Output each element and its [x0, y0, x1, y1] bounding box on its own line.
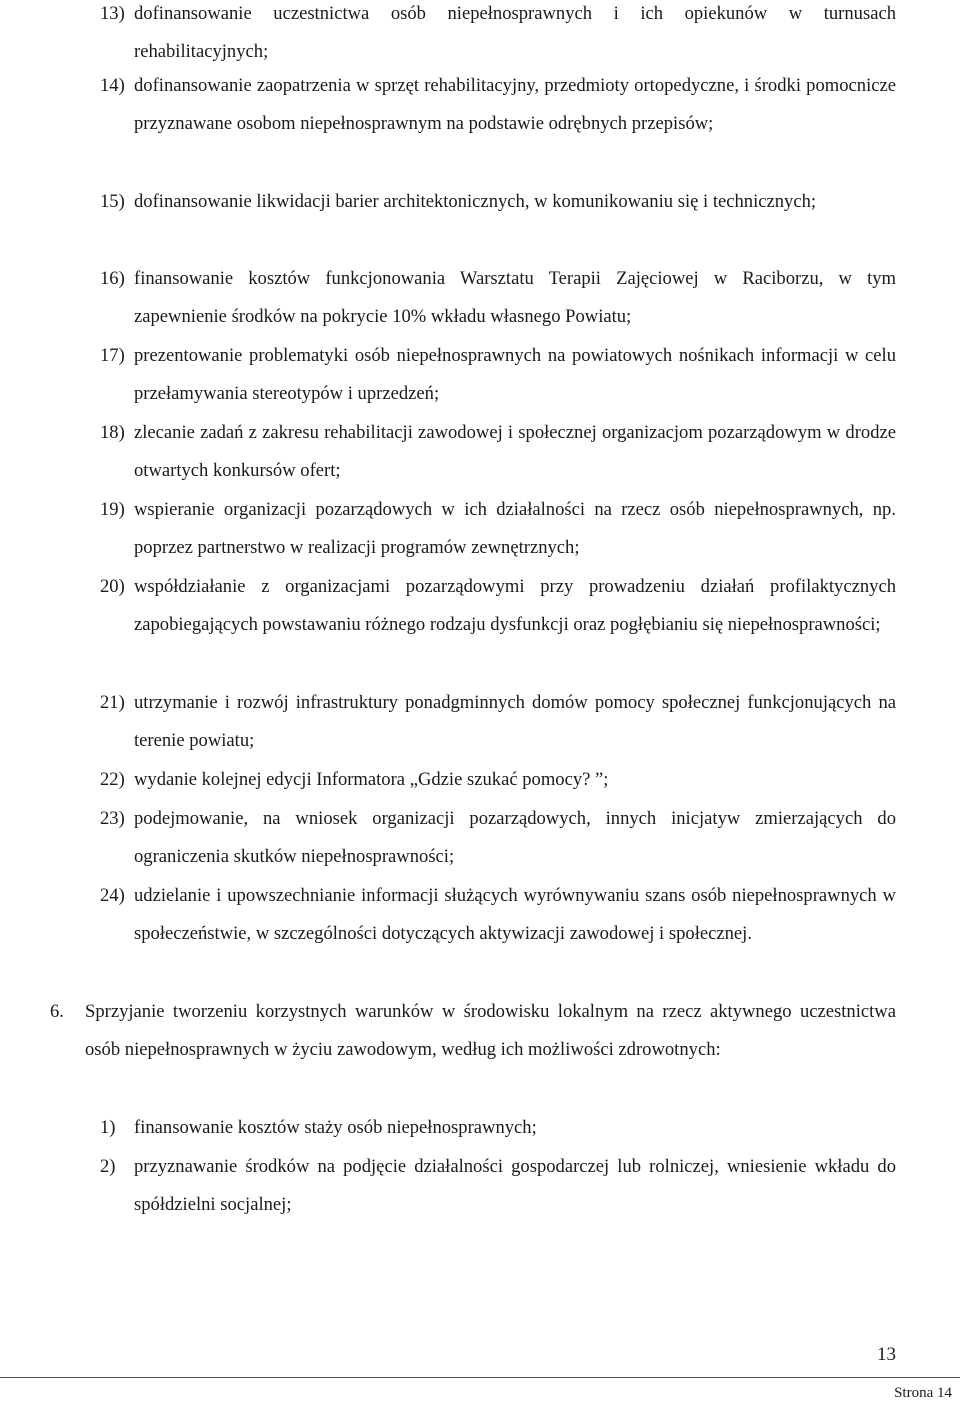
- list-item-number: 23): [100, 808, 125, 829]
- list-item-number: 2): [100, 1156, 116, 1177]
- list-item-number: 24): [100, 885, 125, 906]
- list-item-number: 21): [100, 692, 125, 713]
- list-item-number: 17): [100, 345, 125, 366]
- section-text: Sprzyjanie tworzeniu korzystnych warunków w środowisku lokalnym na rzecz aktywnego uczestnictwa osób niepełnosprawnych w życiu zawodowym, według ich możliwości zdrowotnych:: [85, 1001, 896, 1061]
- list-item-number: 22): [100, 769, 125, 790]
- list-item-text: wspieranie organizacji pozarządowych w ich działalności na rzecz osób niepełnosprawnych, np. poprzez partnerstwo w realizacji programów zewnętrznych;: [134, 499, 896, 559]
- list-item-number: 15): [100, 191, 125, 212]
- list-item-text: finansowanie kosztów staży osób niepełnosprawnych;: [134, 1117, 537, 1138]
- list-item-text: finansowanie kosztów funkcjonowania Warsztatu Terapii Zajęciowej w Raciborzu, w tym zapewnienie środków na pokrycie 10% wkładu własnego Powiatu;: [134, 268, 896, 328]
- list-item-number: 19): [100, 499, 125, 520]
- list-item-text: prezentowanie problematyki osób niepełnosprawnych na powiatowych nośnikach informacji w celu przełamywania stereotypów i uprzedzeń;: [134, 345, 896, 405]
- list-item-number: 14): [100, 75, 125, 96]
- list-item-text: dofinansowanie zaopatrzenia w sprzęt rehabilitacyjny, przedmioty ortopedyczne, i środki pomocnicze przyznawane osobom niepełnosprawnym na podstawie odrębnych przepisów;: [134, 75, 896, 135]
- footer-divider: [0, 1377, 960, 1378]
- list-item-text: wydanie kolejnej edycji Informatora „Gdzie szukać pomocy? ”;: [134, 769, 609, 790]
- section-number: 6.: [50, 1001, 64, 1022]
- list-item-text: podejmowanie, na wniosek organizacji pozarządowych, innych inicjatyw zmierzających do ograniczenia skutków niepełnosprawności;: [134, 808, 896, 868]
- footer-page-label: Strona 14: [894, 1385, 952, 1401]
- list-item-text: dofinansowanie uczestnictwa osób niepełnosprawnych i ich opiekunów w turnusach rehabilitacyjnych;: [134, 3, 896, 63]
- list-item-number: 1): [100, 1117, 116, 1138]
- list-item-text: przyznawanie środków na podjęcie działalności gospodarczej lub rolniczej, wniesienie wkładu do spółdzielni socjalnej;: [134, 1156, 896, 1216]
- list-item-text: utrzymanie i rozwój infrastruktury ponadgminnych domów pomocy społecznej funkcjonujących na terenie powiatu;: [134, 692, 896, 752]
- list-item-number: 18): [100, 422, 125, 443]
- page-number: 13: [877, 1344, 896, 1365]
- list-item-text: dofinansowanie likwidacji barier architektonicznych, w komunikowaniu się i technicznych;: [134, 191, 817, 212]
- list-item-text: zlecanie zadań z zakresu rehabilitacji zawodowej i społecznej organizacjom pozarządowym w drodze otwartych konkursów ofert;: [134, 422, 896, 482]
- list-item-text: współdziałanie z organizacjami pozarządowymi przy prowadzeniu działań profilaktycznych zapobiegających powstawaniu różnego rodzaju dysfunkcji oraz pogłębianiu się niepełnosprawności;: [134, 576, 896, 636]
- list-item-number: 13): [100, 3, 125, 24]
- list-item-number: 16): [100, 268, 125, 289]
- list-item-text: udzielanie i upowszechnianie informacji służących wyrównywaniu szans osób niepełnosprawnych w społeczeństwie, w szczególności dotyczących aktywizacji zawodowej i społecznej.: [134, 885, 896, 945]
- list-item-number: 20): [100, 576, 125, 597]
